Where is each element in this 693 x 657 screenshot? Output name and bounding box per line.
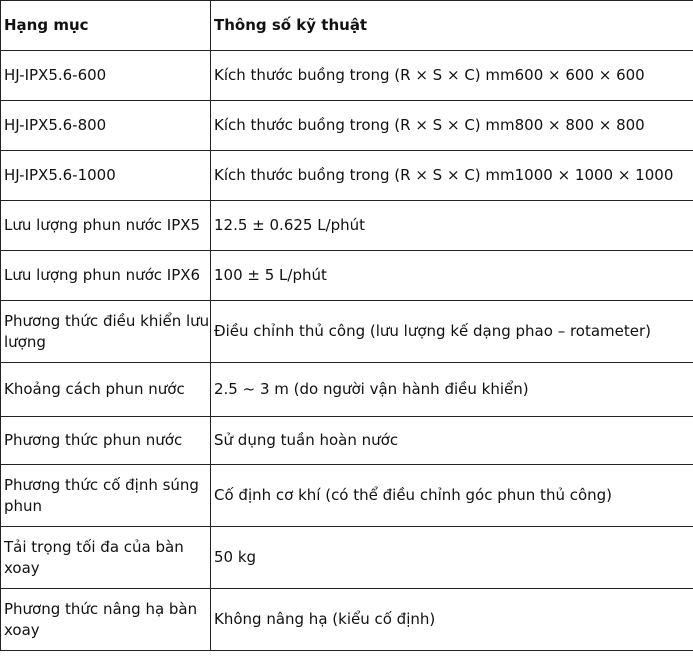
row-spec-cell: Không nâng hạ (kiểu cố định) — [211, 589, 693, 651]
row-spec-cell: Cố định cơ khí (có thể điều chỉnh góc phun thủ công) — [211, 465, 693, 527]
row-item-cell: Lưu lượng phun nước IPX6 — [1, 251, 211, 301]
table-row — [1, 589, 693, 651]
table-row — [1, 363, 693, 417]
row-spec-cell: Điều chỉnh thủ công (lưu lượng kế dạng phao – rotameter) — [211, 301, 693, 363]
row-item-cell: HJ-IPX5.6-800 — [1, 101, 211, 151]
table-row — [1, 527, 693, 589]
row-item-cell: HJ-IPX5.6-600 — [1, 51, 211, 101]
row-item-cell: HJ-IPX5.6-1000 — [1, 151, 211, 201]
row-item-cell: Khoảng cách phun nước — [1, 363, 211, 417]
header-item: Hạng mục — [1, 1, 211, 51]
table-body — [1, 51, 693, 651]
table-row — [1, 51, 693, 101]
row-item-cell: Lưu lượng phun nước IPX5 — [1, 201, 211, 251]
row-spec-cell: 100 ± 5 L/phút — [211, 251, 693, 301]
table-row — [1, 465, 693, 527]
row-spec-cell: 2.5 ~ 3 m (do người vận hành điều khiển) — [211, 363, 693, 417]
table-row — [1, 151, 693, 201]
table-header — [1, 1, 693, 51]
row-spec-cell: Kích thước buồng trong (R × S × C) mm1000 × 1000 × 1000 — [211, 151, 693, 201]
table-row — [1, 201, 693, 251]
table-row — [1, 301, 693, 363]
row-spec-cell: 50 kg — [211, 527, 693, 589]
row-item-cell: Tải trọng tối đa của bàn xoay — [1, 527, 211, 589]
row-item-cell: Phương thức điều khiển lưu lượng — [1, 301, 211, 363]
row-spec-cell: Kích thước buồng trong (R × S × C) mm600 × 600 × 600 — [211, 51, 693, 101]
table-row — [1, 417, 693, 465]
header-spec: Thông số kỹ thuật — [211, 1, 693, 51]
table-row — [1, 101, 693, 151]
row-spec-cell: Sử dụng tuần hoàn nước — [211, 417, 693, 465]
header-row — [1, 1, 693, 51]
row-item-cell: Phương thức cố định súng phun — [1, 465, 211, 527]
row-item-cell: Phương thức nâng hạ bàn xoay — [1, 589, 211, 651]
row-spec-cell: 12.5 ± 0.625 L/phút — [211, 201, 693, 251]
table-row — [1, 251, 693, 301]
row-item-cell: Phương thức phun nước — [1, 417, 211, 465]
row-spec-cell: Kích thước buồng trong (R × S × C) mm800 × 800 × 800 — [211, 101, 693, 151]
